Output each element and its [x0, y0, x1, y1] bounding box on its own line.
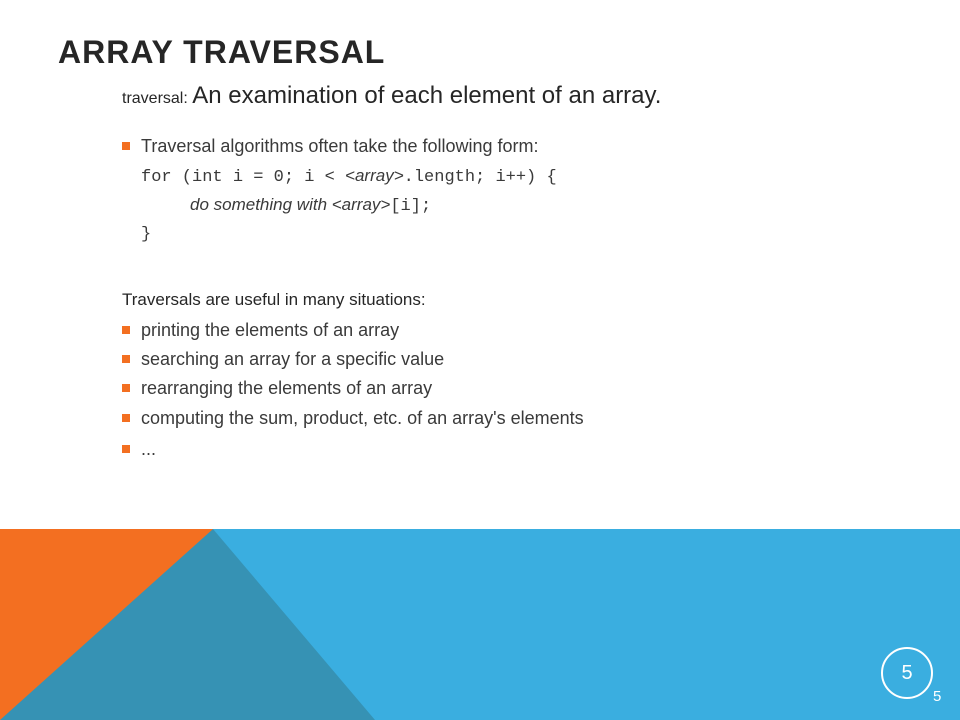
page-number-circle-text: 5 — [901, 661, 913, 684]
code-line-2-placeholder: <array> — [331, 195, 391, 214]
bullet-marker — [122, 142, 130, 150]
intro-bullet-text: Traversal algorithms often take the following form: — [141, 136, 539, 156]
use-item: computing the sum, product, etc. of an array's elements — [141, 408, 584, 428]
page-number-circle — [881, 647, 933, 699]
bullet-marker — [122, 414, 130, 422]
bullet-marker — [122, 326, 130, 334]
use-item: ... — [141, 439, 157, 459]
use-item: rearranging the elements of an array — [141, 378, 433, 398]
code-line-2 — [190, 195, 431, 216]
page-number: 5 — [933, 688, 942, 705]
bullet-marker — [122, 355, 130, 363]
slide-title: ARRAY TRAVERSAL — [58, 34, 386, 70]
use-item: searching an array for a specific value — [141, 349, 445, 369]
bullet-marker — [122, 445, 130, 453]
definition-text: An examination of each element of an array. — [192, 82, 662, 109]
footer-decoration — [0, 529, 960, 720]
code-line-3: } — [141, 225, 152, 244]
use-item: printing the elements of an array — [141, 320, 400, 340]
bullet-marker — [122, 384, 130, 392]
code-line-1-start: for (int i = 0; i < — [141, 168, 346, 187]
code-line-1-placeholder: <array> — [345, 166, 404, 185]
code-line-1 — [141, 166, 557, 187]
definition-term: traversal: — [122, 90, 188, 107]
code-line-2-end: [i]; — [390, 197, 432, 216]
code-line-2-prefix: do something with — [190, 195, 332, 214]
code-line-1-end: .length; i++) { — [403, 168, 557, 187]
definition — [122, 82, 661, 110]
uses-heading: Traversals are useful in many situations: — [122, 290, 426, 309]
